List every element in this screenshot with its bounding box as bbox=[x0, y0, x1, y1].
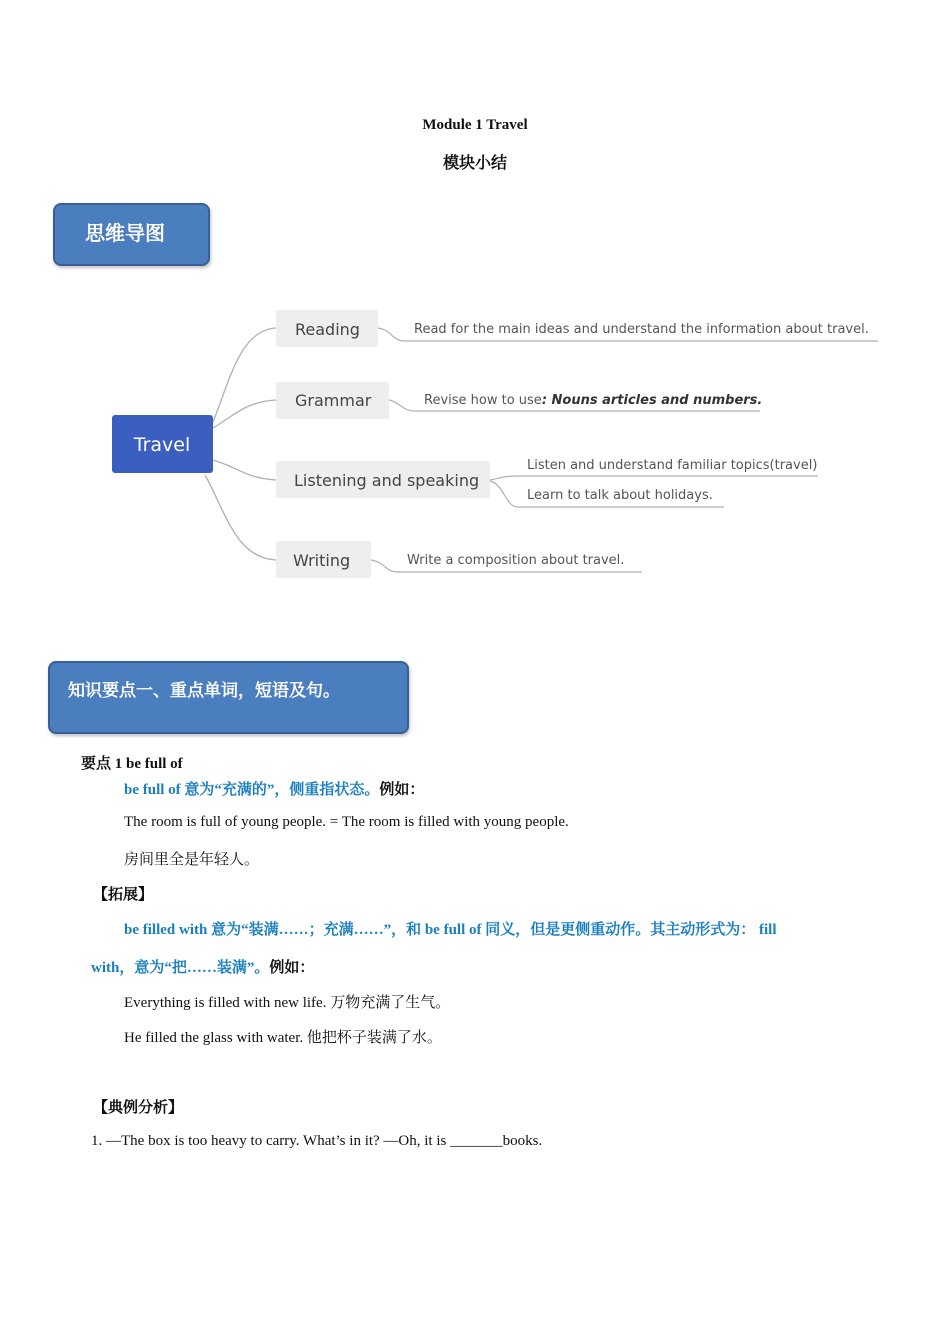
connector-listening bbox=[213, 460, 276, 480]
extension-example-2-en: He filled the glass with water. bbox=[124, 1030, 307, 1046]
point1-heading: 要点 1 be full of bbox=[81, 756, 183, 772]
point1-example-en: The room is full of young people. = The room is filled with young people. bbox=[124, 814, 569, 830]
branch-grammar-label: Grammar bbox=[295, 391, 372, 410]
detail-grammar bbox=[424, 393, 762, 408]
section-mindmap-label: 思维导图 bbox=[85, 221, 165, 245]
extension-line2 bbox=[91, 956, 314, 977]
module-subtitle: 模块小结 bbox=[442, 153, 507, 172]
extension-example-2 bbox=[124, 1026, 442, 1047]
branch-reading-label: Reading bbox=[295, 320, 360, 339]
detail-reading: Read for the main ideas and understand the information about travel. bbox=[414, 322, 869, 337]
detail-listening-2: Learn to talk about holidays. bbox=[527, 488, 713, 503]
extension-example-1 bbox=[124, 991, 450, 1012]
extension-example-2-cn: 他把杯子装满了水。 bbox=[306, 1028, 442, 1046]
mind-map bbox=[0, 290, 950, 590]
point1-explain bbox=[124, 778, 424, 799]
detail-line-listening-1 bbox=[490, 476, 818, 480]
point1-example-cn: 房间里全是年轻人。 bbox=[124, 850, 260, 868]
extension-line1: be filled with 意为“装满……；充满……”，和 be full of 同义，但是更侧重动作。其主动形式为： fill bbox=[124, 922, 777, 938]
detail-writing: Write a composition about travel. bbox=[407, 553, 625, 568]
point1-explain-blue: be full of 意为“充满的”，侧重指状态。 bbox=[124, 782, 380, 798]
detail-grammar-em: : Nouns articles and numbers. bbox=[541, 393, 763, 408]
connector-writing bbox=[205, 475, 276, 560]
detail-grammar-prefix: Revise how to use bbox=[424, 393, 542, 408]
extension-line2-black: 例如： bbox=[269, 958, 315, 976]
section-keypoints-label: 知识要点一、重点单词，短语及句。 bbox=[68, 681, 340, 701]
center-node-label: Travel bbox=[133, 434, 191, 456]
module-title: Module 1 Travel bbox=[422, 117, 528, 133]
section-mindmap-banner bbox=[53, 203, 210, 266]
branch-writing-label: Writing bbox=[293, 551, 351, 570]
analysis-question-1: 1. —The box is too heavy to carry. What’s in it? —Oh, it is _______books. bbox=[91, 1133, 543, 1149]
extension-example-1-en: Everything is filled with new life. bbox=[124, 995, 331, 1011]
extension-line2-blue: with，意为“把……装满”。 bbox=[91, 960, 270, 976]
connector-grammar bbox=[213, 400, 276, 428]
extension-example-1-cn: 万物充满了生气。 bbox=[330, 993, 451, 1011]
extension-label: 【拓展】 bbox=[93, 885, 154, 903]
analysis-label: 【典例分析】 bbox=[93, 1098, 184, 1116]
branch-listening-label: Listening and speaking bbox=[294, 471, 480, 490]
detail-listening-1: Listen and understand familiar topics(travel) bbox=[527, 458, 818, 473]
point1-explain-black: 例如： bbox=[379, 780, 425, 798]
section-keypoints-banner bbox=[48, 661, 409, 734]
